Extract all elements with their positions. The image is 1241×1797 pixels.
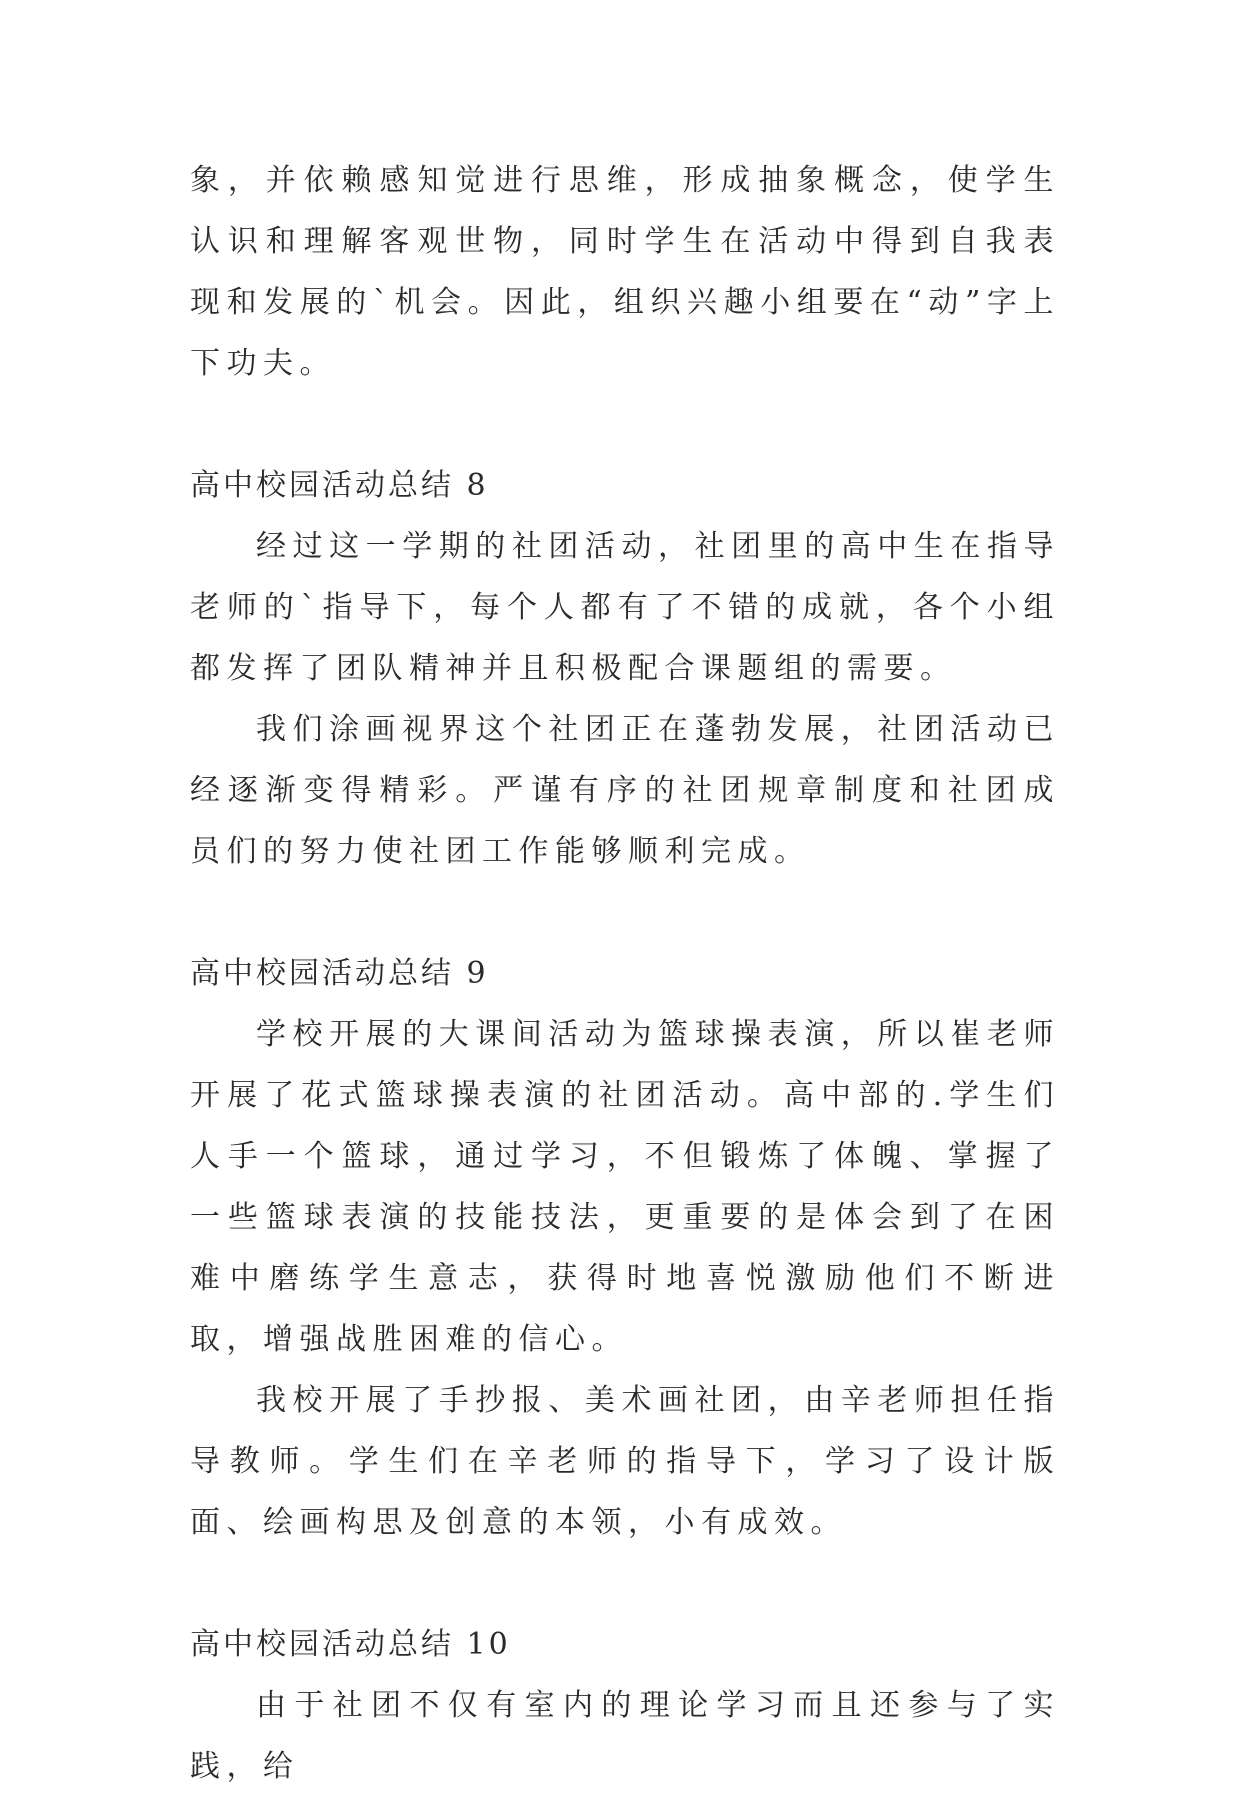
document-page — [190, 150, 1060, 1797]
section-gap — [190, 1553, 1060, 1614]
section-heading-8: 高中校园活动总结 8 — [190, 468, 489, 503]
section-heading-10: 高中校园活动总结 10 — [190, 1627, 511, 1662]
paragraph-intro-continuation: 象，并依赖感知觉进行思维，形成抽象概念，使学生认识和理解客观世物，同时学生在活动中得到自我表现和发展的`机会。因此，组织兴趣小组要在“动”字上下功夫。 — [190, 163, 1060, 381]
paragraph-9-1: 学校开展的大课间活动为篮球操表演，所以崔老师开展了花式篮球操表演的社团活动。高中部的.学生们人手一个篮球，通过学习，不但锻炼了体魄、掌握了一些篮球表演的技能技法，更重要的是体会到了在困难中磨练学生意志，获得时地喜悦激励他们不断进取，增强战胜困难的信心。 — [190, 1017, 1060, 1357]
paragraph-8-1: 经过这一学期的社团活动，社团里的高中生在指导老师的`指导下，每个人都有了不错的成就，各个小组都发挥了团队精神并且积极配合课题组的需要。 — [190, 529, 1060, 686]
section-gap — [190, 882, 1060, 943]
paragraph-9-2: 我校开展了手抄报、美术画社团，由辛老师担任指导教师。学生们在辛老师的指导下，学习了设计版面、绘画构思及创意的本领，小有成效。 — [190, 1383, 1060, 1540]
paragraph-8-2: 我们涂画视界这个社团正在蓬勃发展，社团活动已经逐渐变得精彩。严谨有序的社团规章制度和社团成员们的努力使社团工作能够顺利完成。 — [190, 712, 1060, 869]
section-heading-9: 高中校园活动总结 9 — [190, 956, 489, 991]
paragraph-10-1: 由于社团不仅有室内的理论学习而且还参与了实践，给 — [190, 1688, 1060, 1784]
section-gap — [190, 394, 1060, 455]
